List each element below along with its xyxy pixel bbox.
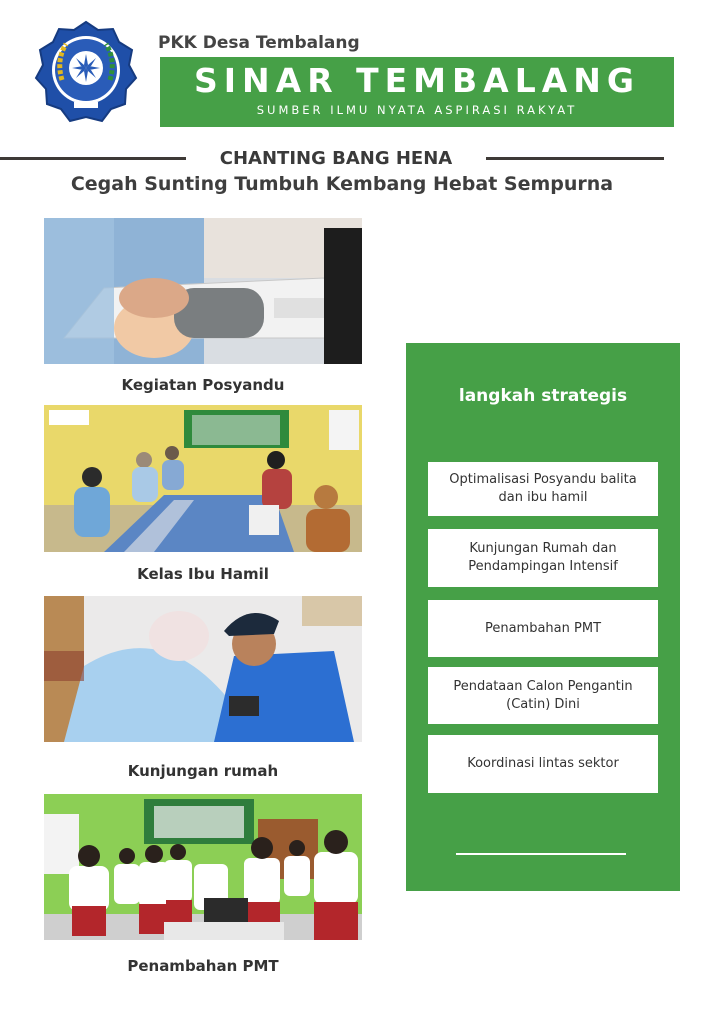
strategy-title: langkah strategis [458,386,628,406]
strategy-step: Kunjungan Rumah dan Pendampingan Intensif [428,529,658,587]
photo-caption: Kunjungan rumah [127,762,279,780]
home-visit-photo [44,596,362,742]
strategy-step: Optimalisasi Posyandu balita dan ibu hamil [428,462,658,516]
banner-subtitle: SUMBER ILMU NYATA ASPIRASI RAKYAT [256,103,578,117]
baby-weighing-photo [44,218,362,364]
strategy-panel [406,343,680,891]
strategy-step: Koordinasi lintas sektor [428,735,658,793]
photo-caption: Kegiatan Posyandu [121,376,285,394]
banner-title: SINAR TEMBALANG [194,61,640,100]
pkk-emblem-icon [34,20,138,124]
strategy-step: Penambahan PMT [428,600,658,657]
program-title: CHANTING BANG HENA [219,148,453,169]
divider-left [0,157,186,160]
photo-caption: Kelas Ibu Hamil [137,565,269,583]
program-subtitle: Cegah Sunting Tumbuh Kembang Hebat Sempurna [70,173,614,195]
title-banner [160,57,674,127]
students-classroom-photo [44,794,362,940]
org-name: PKK Desa Tembalang [158,33,360,53]
photo-caption: Penambahan PMT [127,957,279,975]
panel-divider [456,853,626,855]
strategy-step: Pendataan Calon Pengantin (Catin) Dini [428,667,658,724]
divider-right [486,157,664,160]
pregnant-women-class-photo [44,405,362,552]
